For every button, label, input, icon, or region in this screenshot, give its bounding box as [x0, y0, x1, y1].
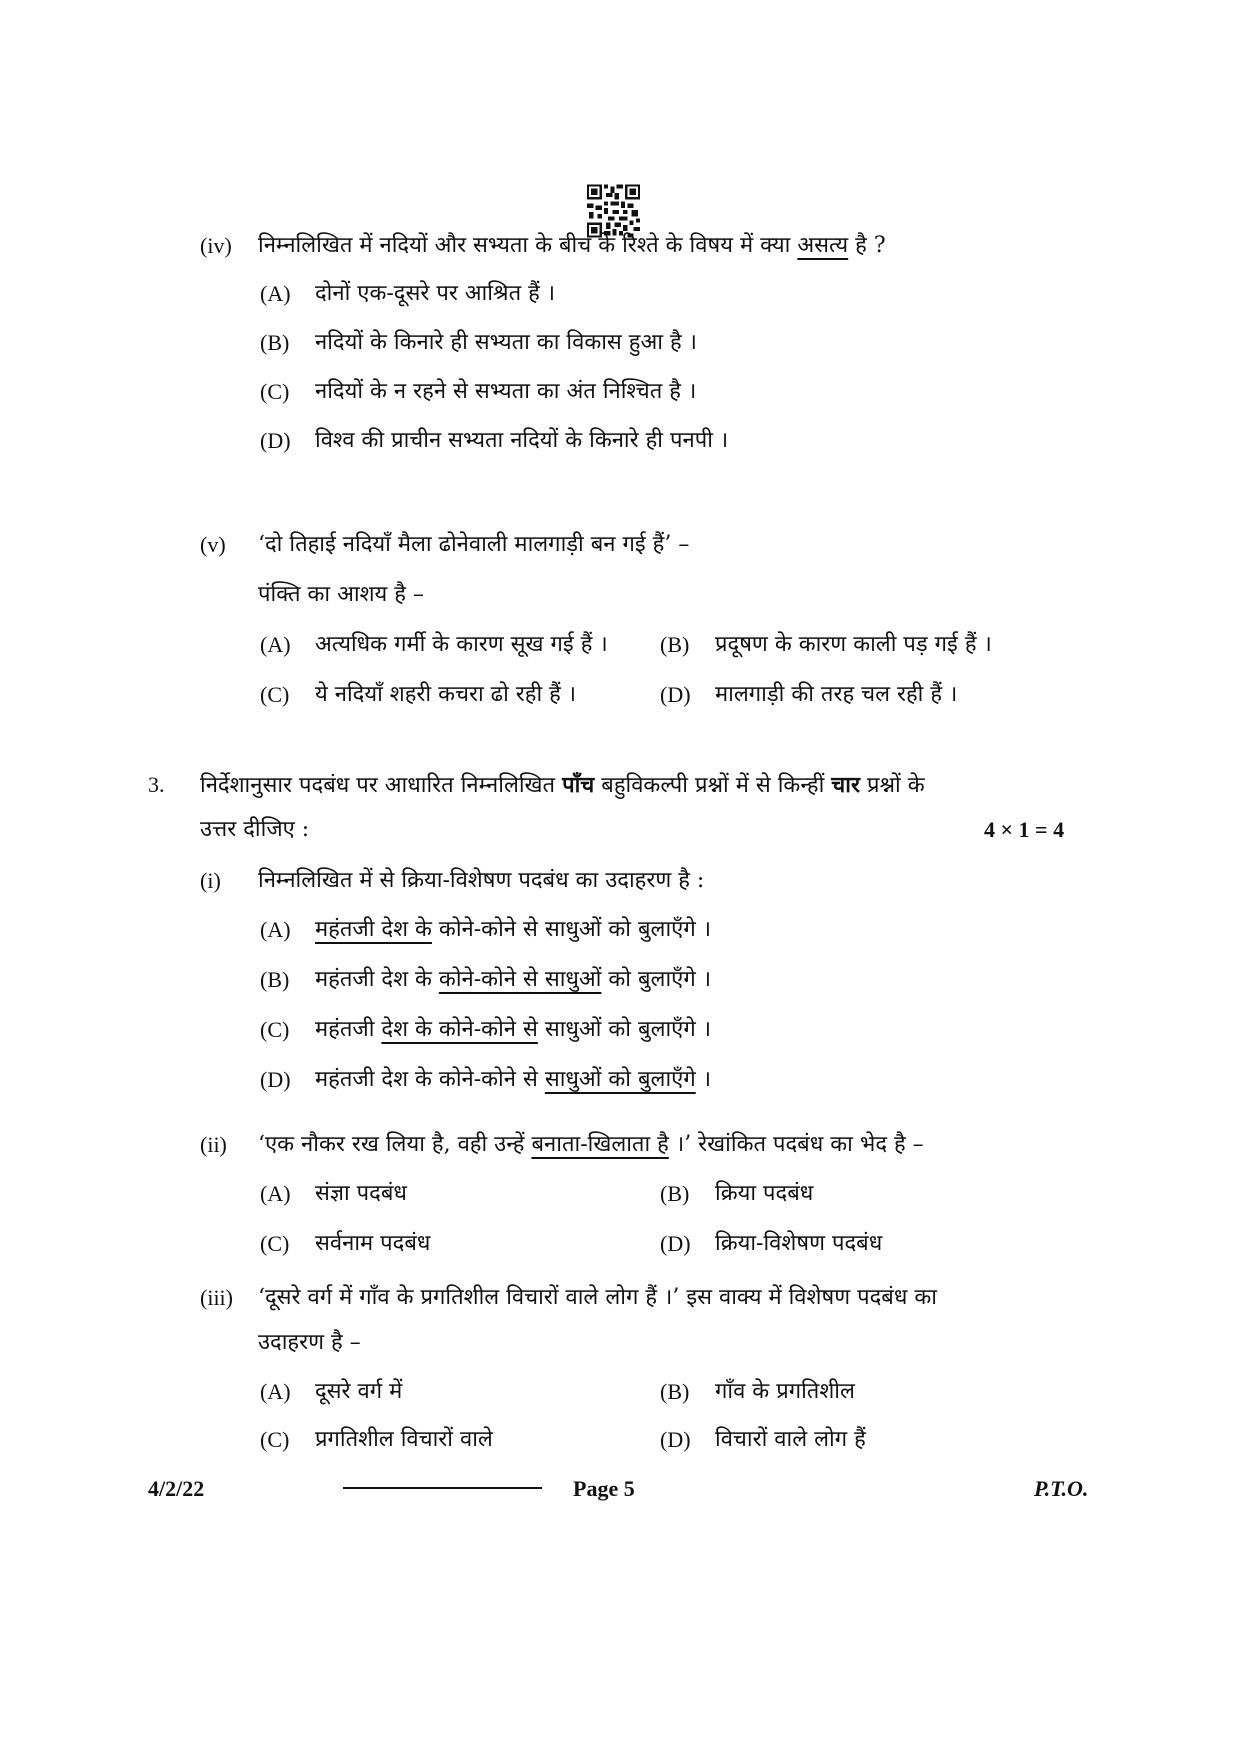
option-text: महंतजी देश के कोने-कोने से [315, 1067, 545, 1092]
q3-instruction-part: प्रश्नों के [859, 773, 925, 798]
option-text: को बुलाएँगे । [601, 967, 712, 992]
q3-ii-option-d-label: (D) [660, 1231, 691, 1256]
q3-iii-question-line1: ‘दूसरे वर्ग में गाँव के प्रगतिशील विचारों वाले लोग हैं ।’ इस वाक्य में विशेषण पदबंध का [258, 1285, 937, 1310]
q3-ii-option-c-label: (C) [260, 1231, 290, 1256]
qr-code-icon [587, 184, 640, 238]
q3-iii-option-c-label: (C) [260, 1427, 290, 1452]
q3-iii-question-line2: उदाहरण है – [258, 1330, 361, 1355]
q3-ii-option-d-text: क्रिया-विशेषण पदबंध [715, 1231, 883, 1256]
q3-i-option-d-label: (D) [260, 1067, 291, 1092]
q2-v-option-c-text: ये नदियाँ शहरी कचरा ढो रही हैं । [315, 682, 577, 707]
q3-ii-option-b-label: (B) [660, 1181, 690, 1206]
q2-v-number: (v) [200, 532, 226, 557]
q2-iv-option-b-label: (B) [260, 330, 290, 355]
option-underlined: महंतजी देश के [315, 917, 432, 942]
q3-marks: 4 × 1 = 4 [984, 817, 1065, 842]
q3-i-option-b-text [315, 965, 711, 995]
q3-instruction-part: निर्देशानुसार पदबंध पर आधारित निम्नलिखित [200, 773, 563, 798]
paper-code: 4/2/22 [148, 1476, 205, 1501]
q3-ii-question [258, 1130, 924, 1160]
q2-v-option-d-text: मालगाड़ी की तरह चल रही हैं । [715, 682, 958, 707]
option-underlined: साधुओं को बुलाएँगे [544, 1067, 696, 1092]
option-text: साधुओं को बुलाएँगे । [537, 1017, 712, 1042]
q2-iv-number: (iv) [200, 233, 232, 258]
q2-iv-option-a-text: दोनों एक-दूसरे पर आश्रित हैं । [315, 281, 556, 306]
option-text: महंतजी [315, 1017, 382, 1042]
q2-iv-question-end: है ? [848, 233, 886, 258]
q3-ii-option-c-text: सर्वनाम पदबंध [315, 1231, 431, 1256]
q3-ii-option-a-text: संज्ञा पदबंध [315, 1181, 407, 1206]
pto-label: P.T.O. [1034, 1476, 1089, 1501]
option-text: कोने-कोने से साधुओं को बुलाएँगे । [431, 917, 712, 942]
q3-i-question: निम्नलिखित में से क्रिया-विशेषण पदबंध का उदाहरण है : [258, 868, 705, 893]
q3-ii-option-b-text: क्रिया पदबंध [715, 1181, 814, 1206]
q3-iii-option-a-text: दूसरे वर्ग में [315, 1379, 403, 1404]
q2-iv-question [258, 231, 886, 261]
q2-v-option-b-text: प्रदूषण के कारण काली पड़ गई हैं । [715, 632, 992, 657]
q3-i-option-a-text [315, 915, 711, 945]
q2-iv-question-text: निम्नलिखित में नदियों और सभ्यता के बीच के रिश्ते के विषय में क्या [258, 233, 798, 258]
page-number: Page 5 [573, 1476, 635, 1501]
q2-iv-option-b-text: नदियों के किनारे ही सभ्यता का विकास हुआ है । [315, 330, 697, 355]
q3-number: 3. [148, 772, 165, 797]
q2-v-option-a-text: अत्यधिक गर्मी के कारण सूख गई हैं । [315, 632, 608, 657]
q3-i-number: (i) [200, 868, 221, 893]
q2-iv-option-a-label: (A) [260, 281, 291, 306]
question-text: ।’ रेखांकित पदबंध का भेद है – [668, 1132, 924, 1157]
option-underlined: कोने-कोने से साधुओं [438, 967, 602, 992]
q3-iii-option-d-label: (D) [660, 1427, 691, 1452]
q3-i-option-b-label: (B) [260, 967, 290, 992]
q2-iv-underlined-word: असत्य [797, 233, 849, 258]
q2-v-prompt: पंक्ति का आशय है – [258, 582, 424, 607]
q3-iii-option-d-text: विचारों वाले लोग हैं [715, 1427, 866, 1452]
q3-iii-option-c-text: प्रगतिशील विचारों वाले [315, 1427, 493, 1452]
q3-iii-number: (iii) [200, 1285, 233, 1310]
q2-iv-option-c-label: (C) [260, 379, 290, 404]
option-text: महंतजी देश के [315, 967, 439, 992]
q2-iv-option-c-text: नदियों के न रहने से सभ्यता का अंत निश्चित है । [315, 379, 697, 404]
q2-v-option-a-label: (A) [260, 632, 291, 657]
q3-i-option-d-text [315, 1065, 711, 1095]
q3-bold-five: पाँच [562, 772, 595, 798]
q3-instruction-part: बहुविकल्पी प्रश्नों में से किन्हीं [594, 773, 832, 798]
q2-v-option-d-label: (D) [660, 682, 691, 707]
option-text: । [695, 1067, 712, 1092]
q3-instruction-line2: उत्तर दीजिए : [200, 817, 310, 842]
q3-i-option-a-label: (A) [260, 917, 291, 942]
q3-iii-option-b-text: गाँव के प्रगतिशील [715, 1379, 855, 1404]
footer-rule [343, 1487, 542, 1489]
q3-iii-option-a-label: (A) [260, 1379, 291, 1404]
question-underlined: बनाता-खिलाता है [531, 1132, 669, 1157]
q3-instruction-line1 [200, 770, 925, 801]
q3-ii-number: (ii) [200, 1132, 227, 1157]
q3-iii-option-b-label: (B) [660, 1379, 690, 1404]
q2-iv-option-d-label: (D) [260, 428, 291, 453]
q3-i-option-c-label: (C) [260, 1017, 290, 1042]
option-underlined: देश के कोने-कोने से [381, 1017, 538, 1042]
question-text: ‘एक नौकर रख लिया है, वही उन्हें [258, 1132, 532, 1157]
q2-v-option-c-label: (C) [260, 682, 290, 707]
q3-i-option-c-text [315, 1015, 711, 1045]
q2-v-quote: ‘दो तिहाई नदियाँ मैला ढोनेवाली मालगाड़ी बन गई हैं’ – [258, 532, 690, 557]
q2-v-option-b-label: (B) [660, 632, 690, 657]
q3-bold-four: चार [831, 772, 860, 798]
q3-ii-option-a-label: (A) [260, 1181, 291, 1206]
q2-iv-option-d-text: विश्व की प्राचीन सभ्यता नदियों के किनारे ही पनपी । [315, 428, 729, 453]
